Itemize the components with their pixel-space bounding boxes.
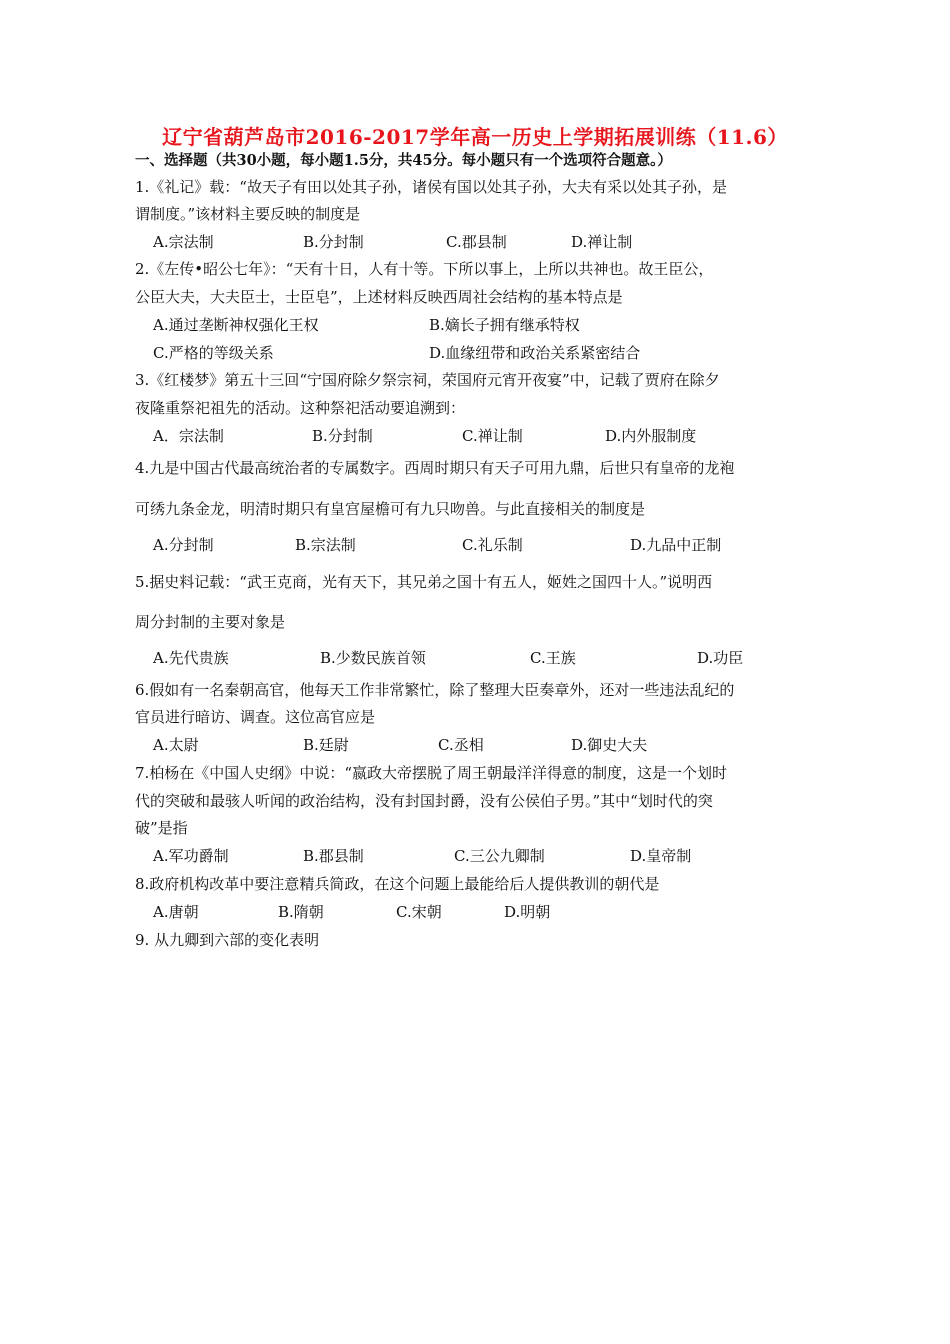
question-5-line-2: 周分封制的主要对象是 (135, 613, 286, 631)
question-8-line-1: 8.政府机构改革中要注意精兵简政，在这个问题上最能给后人提供教训的朝代是 (135, 875, 660, 893)
question-6-option-d: D.御史大夫 (571, 736, 648, 754)
question-7-option-a: A.军功爵制 (153, 847, 229, 865)
question-2-line-2: 公臣大夫，大夫臣士，士臣皂”，上述材料反映西周社会结构的基本特点是 (135, 288, 623, 306)
question-3-line-1: 3.《红楼梦》第五十三回“宁国府除夕祭宗祠，荣国府元宵开夜宴”中，记载了贾府在除夕 (135, 371, 720, 389)
question-4-option-d: D.九品中正制 (630, 536, 722, 554)
question-2-option-b: B.嫡长子拥有继承特权 (429, 316, 580, 334)
question-7-option-b: B.郡县制 (303, 847, 364, 865)
section-heading: 一、选择题（共30小题，每小题1.5分，共45分。每小题只有一个选项符合题意。） (135, 152, 672, 169)
question-9-line-1: 9. 从九卿到六部的变化表明 (135, 931, 320, 949)
question-7-option-d: D.皇帝制 (630, 847, 692, 865)
question-3-line-2: 夜隆重祭祀祖先的活动。这种祭祀活动要追溯到： (135, 399, 466, 417)
question-1-option-c: C.郡县制 (446, 233, 507, 251)
question-2-option-a: A.通过垄断神权强化王权 (153, 316, 319, 334)
question-1-line-1: 1.《礼记》载：“故天子有田以处其子孙，诸侯有国以处其子孙，大夫有采以处其子孙，是 (135, 178, 727, 196)
question-6-line-1: 6.假如有一名秦朝高官，他每天工作非常繁忙，除了整理大臣奏章外，还对一些违法乱纪的 (135, 681, 735, 699)
question-5-option-c: C.王族 (530, 649, 576, 667)
question-5-line-1: 5.据史料记载：“武王克商，光有天下，其兄弟之国十有五人，姬姓之国四十人。”说明西 (135, 573, 713, 591)
question-7-option-c: C.三公九卿制 (454, 847, 545, 865)
question-8-option-d: D.明朝 (504, 903, 551, 921)
question-3-option-a: A．宗法制 (153, 427, 224, 445)
question-6-line-2: 官员进行暗访、调查。这位高官应是 (135, 708, 376, 726)
question-1-line-2: 谓制度。”该材料主要反映的制度是 (135, 205, 361, 223)
question-5-option-b: B.少数民族首领 (320, 649, 426, 667)
question-7-line-2: 代的突破和最骇人听闻的政治结构，没有封国封爵，没有公侯伯子男。”其中“划时代的突 (135, 792, 713, 810)
question-7-line-3: 破”是指 (135, 819, 188, 837)
question-4-option-c: C.礼乐制 (462, 536, 523, 554)
question-2-option-c: C.严格的等级关系 (153, 344, 274, 362)
document-title: 辽宁省葫芦岛市2016-2017学年高一历史上学期拓展训练（11.6） (162, 125, 788, 149)
question-2-line-1: 2.《左传•昭公七年》：“天有十日，人有十等。下所以事上，上所以共神也。故王臣公， (135, 260, 714, 278)
question-7-line-1: 7.柏杨在《中国人史纲》中说：“嬴政大帝摆脱了周王朝最洋洋得意的制度，这是一个划时 (135, 764, 727, 782)
question-4-option-a: A.分封制 (153, 536, 214, 554)
question-4-line-1: 4.九是中国古代最高统治者的专属数字。西周时期只有天子可用九鼎，后世只有皇帝的龙袍 (135, 459, 735, 477)
question-3-option-d: D.内外服制度 (605, 427, 697, 445)
question-6-option-c: C.丞相 (438, 736, 484, 754)
question-6-option-a: A.太尉 (153, 736, 199, 754)
question-8-option-a: A.唐朝 (153, 903, 199, 921)
question-1-option-d: D.禅让制 (571, 233, 633, 251)
question-5-option-d: D.功臣 (697, 649, 744, 667)
question-8-option-c: C.宋朝 (396, 903, 442, 921)
question-3-option-c: C.禅让制 (462, 427, 523, 445)
question-1-option-a: A.宗法制 (153, 233, 214, 251)
question-3-option-b: B.分封制 (312, 427, 373, 445)
question-8-option-b: B.隋朝 (278, 903, 324, 921)
question-4-option-b: B.宗法制 (295, 536, 356, 554)
question-5-option-a: A.先代贵族 (153, 649, 229, 667)
question-6-option-b: B.廷尉 (303, 736, 349, 754)
question-4-line-2: 可绣九条金龙，明清时期只有皇宫屋檐可有九只吻兽。与此直接相关的制度是 (135, 500, 646, 518)
question-1-option-b: B.分封制 (303, 233, 364, 251)
question-2-option-d: D.血缘纽带和政治关系紧密结合 (429, 344, 641, 362)
